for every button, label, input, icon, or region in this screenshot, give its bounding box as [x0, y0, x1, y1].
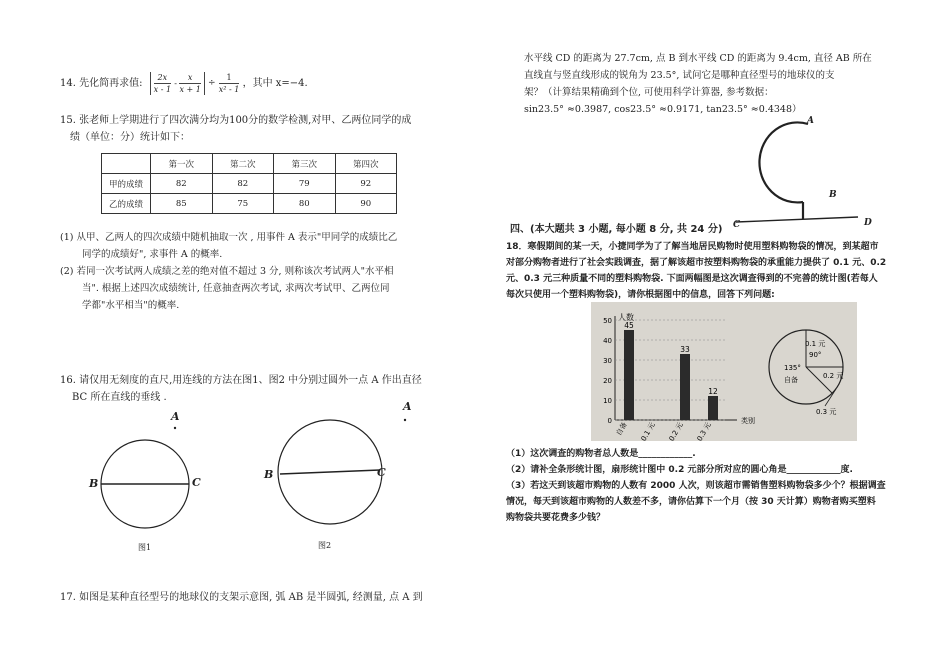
table-cell: 乙的成绩 [102, 194, 151, 214]
q17-line-5: sin23.5° ≈0.3987, cos23.5° ≈0.9171, tan23.5° ≈0.4348） [524, 104, 802, 115]
q17-line-2: 水平线 CD 的距离为 27.7cm, 点 B 到水平线 CD 的距离为 9.4cm, 直径 AB 所在 [524, 53, 872, 64]
q16-line-a: 16. 请仅用无刻度的直尺,用连线的方法在图1、图2 中分别过圆外一点 A 作出直径 [60, 375, 422, 386]
figure2-label-c: C [377, 466, 386, 479]
q14-suffix: ，其中 x=−4. [242, 78, 308, 89]
figure1-label-a: A [171, 410, 180, 423]
x-tick-label: 0.2 元 [667, 421, 685, 441]
bar-value-label: 33 [680, 345, 690, 354]
q15-intro-1: 15. 张老师上学期进行了四次满分均为100分的数学检测,对甲、乙两位同学的成 [60, 115, 412, 126]
q14-a-num: 2x [154, 72, 171, 84]
pie-label-0.2: 0.2 元 [823, 372, 844, 380]
q18-text [506, 239, 916, 303]
figure2-label-b: B [264, 468, 274, 481]
q18-line-3: 元、0.3 元三种质量不同的塑料购物袋. 下面两幅图是这次调查得到的不完善的统计图(若每人 [506, 274, 878, 284]
table-cell: 75 [212, 194, 274, 214]
q15-part1-line-b: 同学的成绩好", 求事件 A 的概率. [82, 249, 223, 260]
q14-c-den: x² - 1 [218, 85, 240, 94]
q16-line-b: BC 所在直线的垂线 . [72, 392, 167, 403]
q16-figures [80, 400, 420, 560]
bar-0.2 元 [680, 354, 690, 420]
q18-part-3-line-c: 购物袋共要花费多少钱？ [506, 513, 606, 523]
q18-line-2: 对部分购物者进行了社会实践调查，据了解该超市按塑料购物袋的承重能力提供了 0.1 元、0.2 [506, 258, 887, 268]
q18-part-2: （2）请补全条形统计图，扇形统计图中 0.2 元部分所对应的圆心角是____________度. [506, 465, 853, 475]
q15-intro-2: 绩（单位：分）统计如下： [70, 132, 190, 143]
x-tick-label: 0.1 元 [639, 421, 657, 441]
q14-a-den: x - 1 [153, 85, 172, 94]
table-cell: 甲的成绩 [102, 174, 151, 194]
pie-label-0.3: 0.3 元 [816, 408, 837, 416]
q17-label-b: B [829, 190, 837, 200]
bar-value-label: 12 [708, 387, 718, 396]
q14-bracket: $\frac{2x}{x - 1}$ - $\frac{x}{x + 1}$ [150, 72, 205, 95]
table-cell: 80 [274, 194, 336, 214]
q15-parts [60, 229, 490, 314]
x-axis-label: 类别 [741, 417, 755, 425]
section-4-heading: 四、(本大题共 3 小题, 每小题 8 分, 共 24 分) [510, 224, 723, 235]
q14-c-num: 1 [219, 72, 240, 84]
pie-label-135: 135° [784, 364, 801, 372]
q18-pie-chart [769, 330, 843, 416]
table-cell: 90 [335, 194, 397, 214]
q17-line-1: 17. 如图是某种直径型号的地球仪的支架示意图, 弧 AB 是半圆弧, 经测量, 点 A 到 [60, 592, 423, 603]
q18-bar-chart [591, 302, 857, 441]
q17-text [524, 50, 904, 118]
q17-label-a: A [807, 116, 814, 126]
q17-line-4: 架？（计算结果精确到个位, 可使用科学计算器, 参考数据： [524, 87, 774, 98]
table-cell: 79 [274, 174, 336, 194]
y-tick-label: 50 [603, 317, 612, 325]
q18-chart-photo [591, 302, 857, 441]
figure2-diameter [280, 470, 380, 474]
q17-label-c: C [733, 220, 741, 230]
q14-b-num: x [179, 72, 200, 84]
header-cell: 第二次 [212, 154, 274, 174]
pie-divider [806, 367, 832, 393]
q17-arc-ab [759, 122, 808, 202]
q18-part-3-line-b: 情况，每天到该超市购物的人数差不多，请你估算下一个月（按 30 天计算）购物者购买塑料 [506, 497, 876, 507]
table-row [102, 194, 397, 214]
table-row [102, 174, 397, 194]
q17-line-cd [736, 217, 858, 222]
q18-line-1: 18．寒假期间的某一天，小捷同学为了了解当地居民购物时使用塑料购物袋的情况，到某超市 [506, 242, 879, 252]
y-axis-label: 人数 [618, 313, 634, 322]
bar-0.3 元 [708, 396, 718, 420]
q18-part-3-line-a: （3）若这天到该超市购物的人数有 2000 人次，则该超市需销售塑料购物袋多少个？根据调查 [506, 481, 886, 491]
q15-part1-line-a: (1) 从甲、乙两人的四次成绩中随机抽取一次 , 用事件 A 表示"甲同学的成绩比乙 [60, 232, 398, 243]
q15-part2-line-a: (2) 若同一次考试两人成绩之差的绝对值不超过 3 分, 则称该次考试两人"水平相 [60, 266, 394, 277]
table-cell: 82 [151, 174, 213, 194]
x-tick-label: 自备 [614, 421, 629, 438]
header-cell: 第四次 [335, 154, 397, 174]
pie-label-self: 自备 [784, 376, 798, 384]
figure2-label-a: A [403, 400, 412, 413]
table-cell: 92 [335, 174, 397, 194]
table-cell: 82 [212, 174, 274, 194]
header-cell: 第一次 [151, 154, 213, 174]
q14: 14. 先化简再求值: $\frac{2x}{x - 1}$ - $\frac{x}{x + 1}$ ÷ $\frac{1}{\text{x² - 1}}$ ，其中 x=−4. [60, 73, 308, 94]
q18-part-1: （1）这次调查的购物者总人数是____________. [506, 449, 696, 459]
figure2-point-a [404, 419, 406, 421]
q17-label-d: D [864, 218, 872, 228]
y-tick-label: 10 [603, 397, 612, 405]
q15-intro [60, 112, 480, 146]
table-header-row [102, 154, 397, 174]
figure1-label-b: B [89, 477, 99, 490]
q18-parts [506, 446, 916, 526]
x-tick-label: 0.3 元 [695, 421, 713, 441]
bar-value-label: 45 [624, 321, 634, 330]
q15-part2-line-b: 当". 根据上述四次成绩统计, 任意抽查两次考试, 求两次考试甲、乙两位同 [82, 283, 390, 294]
y-tick-label: 30 [603, 357, 612, 365]
q17-line-3: 直线直与竖直线形成的锐角为 23.5°, 试问它是哪种直径型号的地球仪的支 [524, 70, 835, 81]
bar-自备 [624, 330, 634, 420]
y-tick-label: 20 [603, 377, 612, 385]
figure1-label-c: C [192, 476, 201, 489]
q14-b-den: x + 1 [179, 85, 201, 94]
q15-score-table [101, 153, 397, 214]
q15-part2-line-c: 学都"水平相当"的概率. [82, 300, 180, 311]
figure1-caption: 图1 [138, 543, 152, 552]
figure2-caption: 图2 [318, 541, 332, 550]
q18-line-4: 每次只使用一个塑料购物袋)，请你根据图中的信息，回答下列问题: [506, 290, 775, 300]
y-tick-label: 0 [607, 417, 612, 425]
q17-globe-stand-figure [728, 118, 888, 233]
q14-prefix: 14. 先化简再求值: [60, 78, 143, 89]
table-cell: 85 [151, 194, 213, 214]
header-cell: 第三次 [274, 154, 336, 174]
y-tick-label: 40 [603, 337, 612, 345]
pie-label-0.1: 0.1 元 [805, 340, 826, 348]
pie-label-90: 90° [809, 351, 822, 359]
figure1-point-a [174, 427, 176, 429]
